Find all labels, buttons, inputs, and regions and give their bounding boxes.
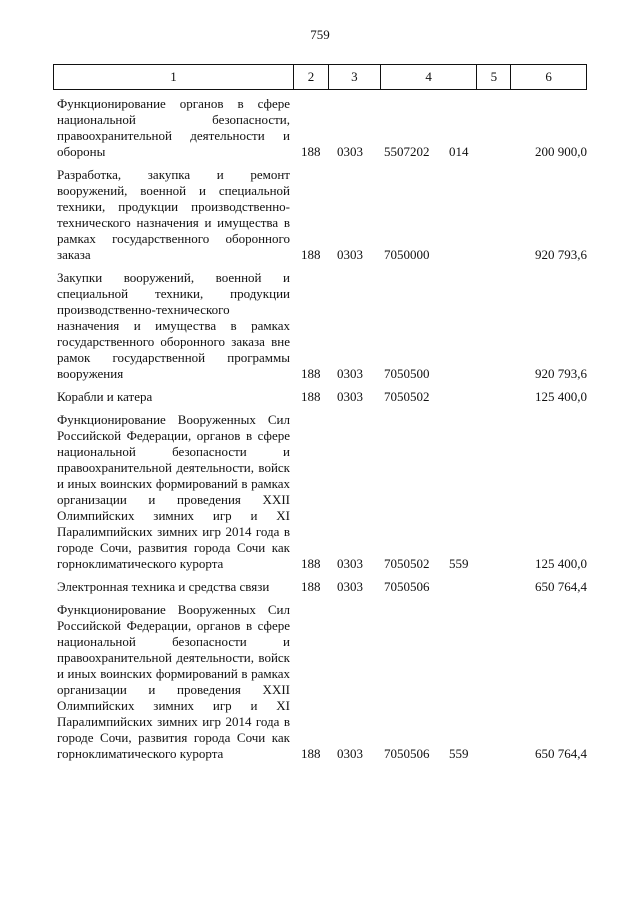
row-cs: 7050506 [384, 746, 430, 761]
row-sum: 650 764,4 [535, 746, 587, 761]
row-codes [57, 366, 587, 382]
row-name: Функционирование Вооруженных Сил Российской Федерации, органов в сфере национальной безопасности и правоохранительной деятельности, войск и иных воинских формирований в рамках организации и проведения XXII Олимпийских зимних игр и XI Паралимпийских зимних игр 2014 года в городе Сочи, развития города Сочи как горноклиматического курорта [57, 412, 290, 571]
row-gr: 188 [301, 144, 321, 159]
row-cs: 5507202 [384, 144, 430, 159]
row-cs: 7050000 [384, 247, 430, 262]
row-sum: 920 793,6 [535, 247, 587, 262]
table-row [57, 579, 587, 595]
row-cs: 7050502 [384, 556, 430, 571]
row-gr: 188 [301, 366, 321, 381]
row-name: Электронная техника и средства связи [57, 579, 270, 594]
table-header [53, 64, 587, 90]
row-codes [57, 579, 587, 595]
row-codes [57, 247, 587, 263]
row-gr: 188 [301, 746, 321, 761]
row-sum: 920 793,6 [535, 366, 587, 381]
page-number: 759 [310, 27, 330, 42]
row-gr: 188 [301, 247, 321, 262]
row-name: Функционирование Вооруженных Сил Российской Федерации, органов в сфере национальной безопасности и правоохранительной деятельности, войск и иных воинских формирований в рамках организации и проведения XXII Олимпийских зимних игр и XI Паралимпийских зимних игр 2014 года в городе Сочи, развития города Сочи как горноклиматического курорта [57, 602, 290, 761]
row-rz: 0303 [337, 579, 363, 594]
row-name: Корабли и катера [57, 389, 153, 404]
row-rz: 0303 [337, 556, 363, 571]
header-col-6: 6 [545, 69, 552, 84]
header-col-1: 1 [54, 65, 294, 89]
row-vr: 559 [449, 746, 469, 761]
row-codes [57, 746, 587, 762]
row-codes [57, 389, 587, 405]
row-rz: 0303 [337, 247, 363, 262]
table-row [57, 96, 587, 160]
row-gr: 188 [301, 556, 321, 571]
row-cs: 7050502 [384, 389, 430, 404]
row-sum: 125 400,0 [535, 556, 587, 571]
row-name: Закупки вооружений, военной и специальной техники, продукции производственно-технического назначения и имущества в рамках государственного оборонного заказа вне рамок государственной программы вооружения [57, 270, 290, 381]
header-col-2: 2 [294, 65, 329, 89]
row-codes [57, 556, 587, 572]
row-cs: 7050506 [384, 579, 430, 594]
table-body [57, 96, 587, 769]
table-row [57, 270, 587, 382]
row-name: Разработка, закупка и ремонт вооружений, военной и специальной техники, продукции производственно-технического назначения и имущества в рамках государственного оборонного заказа [57, 167, 290, 262]
table-row [57, 167, 587, 263]
row-rz: 0303 [337, 746, 363, 761]
header-col-4: 4 [381, 65, 478, 89]
table-row [57, 412, 587, 572]
row-rz: 0303 [337, 144, 363, 159]
row-sum: 650 764,4 [535, 579, 587, 594]
row-sum: 125 400,0 [535, 389, 587, 404]
table-row [57, 602, 587, 762]
row-gr: 188 [301, 579, 321, 594]
row-rz: 0303 [337, 366, 363, 381]
row-gr: 188 [301, 389, 321, 404]
row-vr: 014 [449, 144, 469, 159]
row-rz: 0303 [337, 389, 363, 404]
header-col-3: 3 [329, 65, 381, 89]
row-sum: 200 900,0 [535, 144, 587, 159]
row-codes [57, 144, 587, 160]
header-col-5: 5 [477, 65, 511, 89]
row-vr: 559 [449, 556, 469, 571]
table-row [57, 389, 587, 405]
row-name: Функционирование органов в сфере национальной безопасности, правоохранительной деятельности и обороны [57, 96, 290, 159]
row-cs: 7050500 [384, 366, 430, 381]
